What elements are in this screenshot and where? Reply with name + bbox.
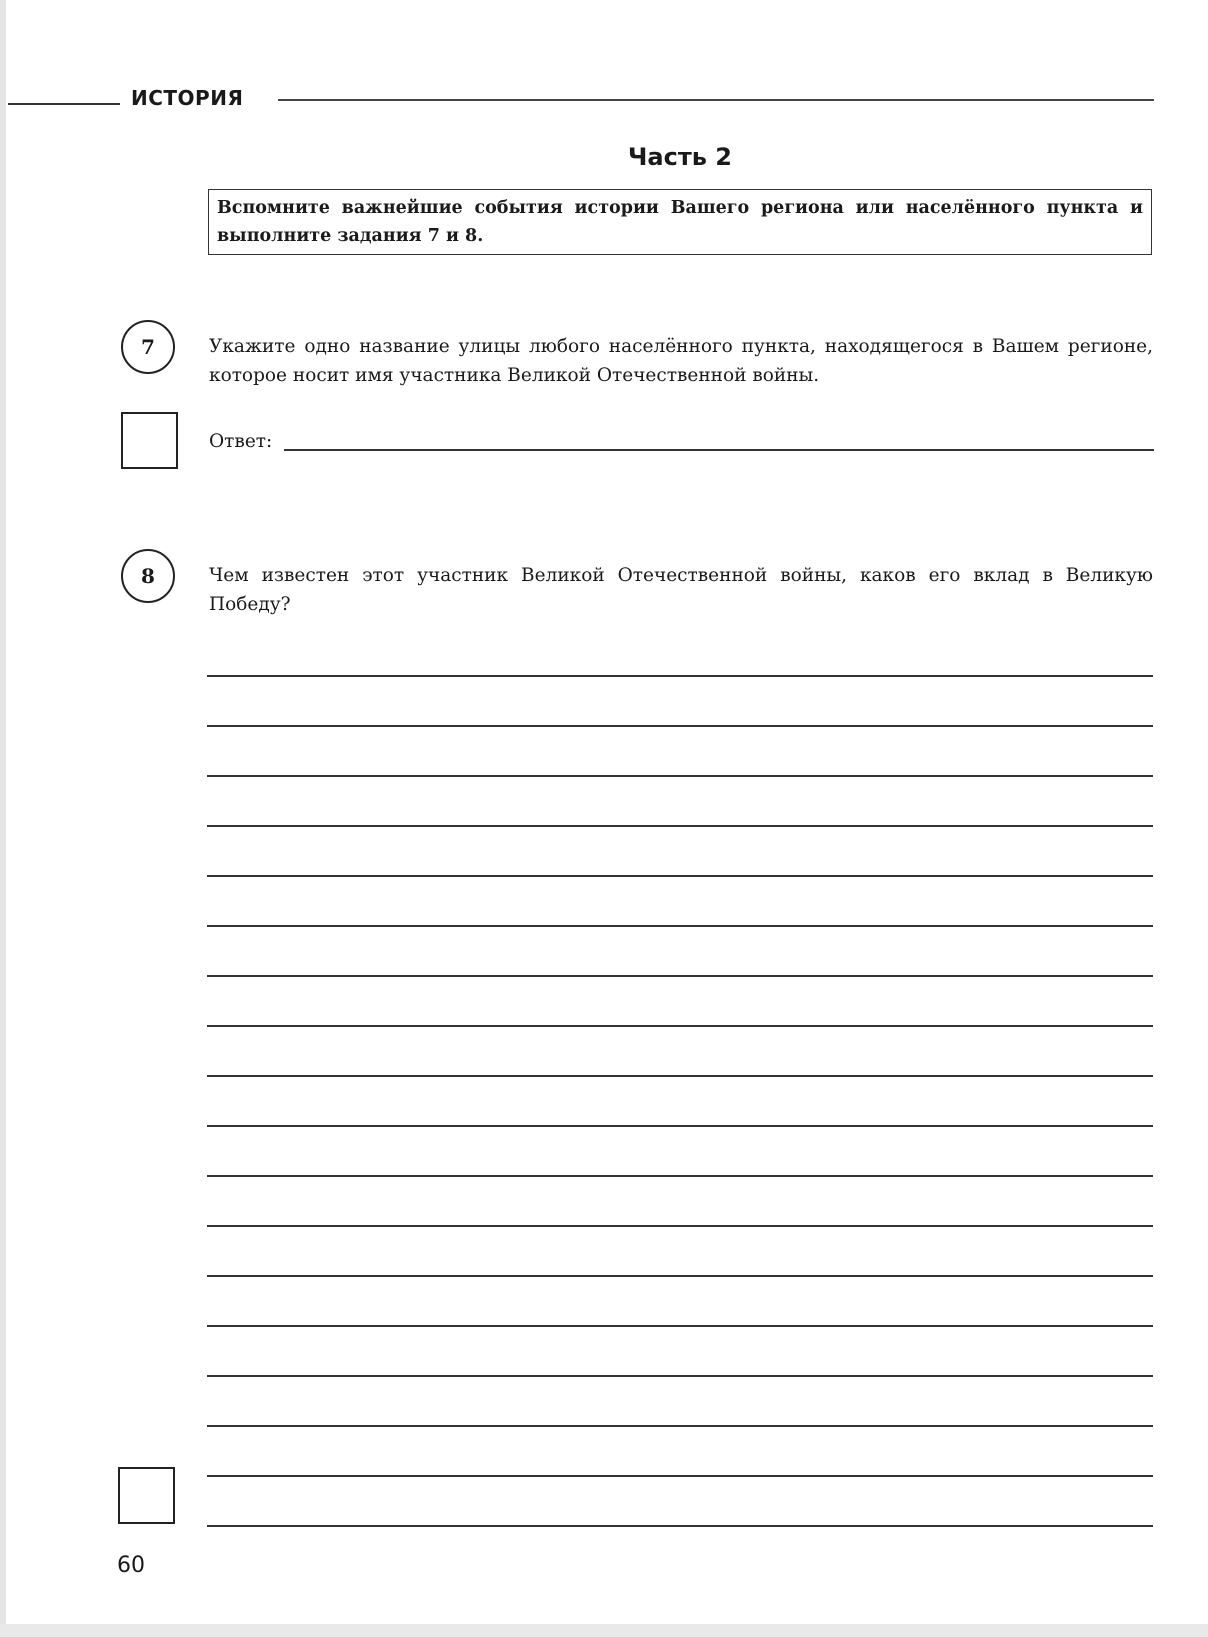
writing-line[interactable] xyxy=(207,875,1153,877)
writing-line[interactable] xyxy=(207,1475,1153,1477)
writing-line[interactable] xyxy=(207,1075,1153,1077)
page-number: 60 xyxy=(117,1553,145,1578)
writing-line[interactable] xyxy=(207,925,1153,927)
task-8-text: Чем известен этот участник Великой Отечественной войны, каков его вклад в Великую Победу? xyxy=(209,565,1153,615)
writing-line[interactable] xyxy=(207,1225,1153,1227)
task-7-text: Укажите одно название улицы любого населённого пункта, находящегося в Вашем регионе, которое носит имя участника Великой Отечественной войны. xyxy=(209,336,1153,386)
instruction-text: Вспомните важнейшие события истории Вашего региона или населённого пункта и выполните задания 7 и 8. xyxy=(217,198,1143,246)
task-8-number: 8 xyxy=(121,549,175,603)
task-7-answer-label: Ответ: xyxy=(209,431,273,452)
writing-line[interactable] xyxy=(207,825,1153,827)
writing-line[interactable] xyxy=(207,775,1153,777)
writing-line[interactable] xyxy=(207,1525,1153,1527)
header-rule-left xyxy=(8,103,120,105)
writing-line[interactable] xyxy=(207,975,1153,977)
writing-line[interactable] xyxy=(207,1325,1153,1327)
writing-line[interactable] xyxy=(207,1025,1153,1027)
task-7-answer-line[interactable] xyxy=(284,449,1154,451)
subject-title: ИСТОРИЯ xyxy=(131,86,244,110)
writing-line[interactable] xyxy=(207,1275,1153,1277)
writing-line[interactable] xyxy=(207,1425,1153,1427)
writing-line[interactable] xyxy=(207,725,1153,727)
task-7-score-box[interactable] xyxy=(121,412,178,469)
writing-line[interactable] xyxy=(207,1175,1153,1177)
writing-line[interactable] xyxy=(207,1125,1153,1127)
page-edge xyxy=(0,0,6,1637)
part-title: Часть 2 xyxy=(628,143,732,171)
instruction-box xyxy=(208,189,1152,255)
writing-line[interactable] xyxy=(207,1375,1153,1377)
task-8-score-box[interactable] xyxy=(118,1467,175,1524)
task-7-number: 7 xyxy=(121,320,175,374)
page-edge-bottom xyxy=(0,1624,1208,1637)
header-rule-right xyxy=(278,99,1154,101)
writing-line[interactable] xyxy=(207,675,1153,677)
